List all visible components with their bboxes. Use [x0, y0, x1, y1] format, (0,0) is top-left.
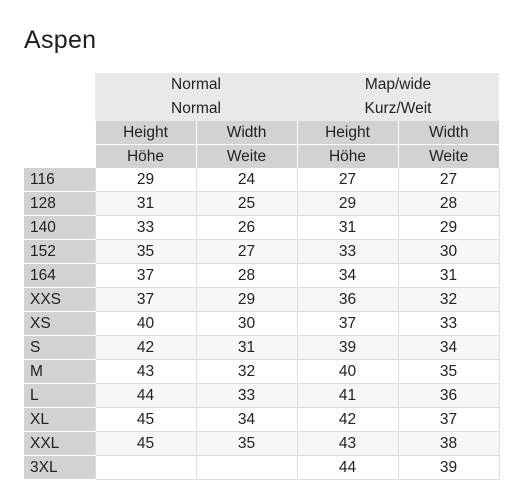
size-label: XL	[24, 408, 95, 432]
table-row	[24, 360, 499, 384]
table-row	[24, 192, 499, 216]
table-row	[24, 168, 499, 192]
measurement-cell: 26	[196, 216, 297, 240]
group-header-normal: Normal	[95, 73, 297, 97]
group-header-row-1	[24, 73, 499, 97]
measurement-cell: 36	[398, 384, 499, 408]
measurement-cell: 29	[297, 192, 398, 216]
measurement-cell: 35	[398, 360, 499, 384]
column-header-height: Height	[95, 121, 196, 145]
group-header-row-2	[24, 97, 499, 121]
column-header-width: Width	[196, 121, 297, 145]
size-label: L	[24, 384, 95, 408]
size-chart-table	[24, 73, 500, 480]
measurement-cell: 45	[95, 432, 196, 456]
column-header-weite: Weite	[398, 145, 499, 169]
subheader-row-en	[24, 121, 499, 145]
measurement-cell: 25	[196, 192, 297, 216]
page-title: Aspen	[24, 26, 97, 54]
size-label: XXS	[24, 288, 95, 312]
corner-cell	[24, 145, 95, 169]
table-row	[24, 432, 499, 456]
measurement-cell: 33	[398, 312, 499, 336]
size-table-body	[24, 168, 499, 480]
column-header-hoehe: Höhe	[95, 145, 196, 169]
table-row	[24, 312, 499, 336]
corner-cell	[24, 73, 95, 97]
measurement-cell: 34	[398, 336, 499, 360]
group-header-normal-de: Normal	[95, 97, 297, 121]
measurement-cell: 31	[95, 192, 196, 216]
table-row	[24, 264, 499, 288]
measurement-cell: 32	[196, 360, 297, 384]
measurement-cell: 40	[297, 360, 398, 384]
measurement-cell: 28	[196, 264, 297, 288]
measurement-cell: 42	[297, 408, 398, 432]
table-row	[24, 216, 499, 240]
measurement-cell: 39	[297, 336, 398, 360]
measurement-cell: 37	[297, 312, 398, 336]
measurement-cell: 27	[297, 168, 398, 192]
measurement-cell: 28	[398, 192, 499, 216]
measurement-cell: 30	[196, 312, 297, 336]
column-header-hoehe: Höhe	[297, 145, 398, 169]
table-row	[24, 336, 499, 360]
size-label: 128	[24, 192, 95, 216]
size-label: XS	[24, 312, 95, 336]
measurement-cell: 27	[398, 168, 499, 192]
measurement-cell: 24	[196, 168, 297, 192]
measurement-cell: 42	[95, 336, 196, 360]
table-row	[24, 408, 499, 432]
measurement-cell: 38	[398, 432, 499, 456]
size-label: XXL	[24, 432, 95, 456]
measurement-cell	[95, 456, 196, 480]
size-label: M	[24, 360, 95, 384]
measurement-cell: 34	[196, 408, 297, 432]
measurement-cell: 27	[196, 240, 297, 264]
measurement-cell: 40	[95, 312, 196, 336]
measurement-cell: 41	[297, 384, 398, 408]
size-label: 164	[24, 264, 95, 288]
table-row	[24, 288, 499, 312]
table-row	[24, 456, 499, 480]
size-label: S	[24, 336, 95, 360]
measurement-cell: 32	[398, 288, 499, 312]
measurement-cell: 39	[398, 456, 499, 480]
measurement-cell: 31	[398, 264, 499, 288]
measurement-cell: 30	[398, 240, 499, 264]
measurement-cell: 36	[297, 288, 398, 312]
size-label: 152	[24, 240, 95, 264]
group-header-map-wide: Map/wide	[297, 73, 499, 97]
measurement-cell: 44	[95, 384, 196, 408]
column-header-width: Width	[398, 121, 499, 145]
measurement-cell: 34	[297, 264, 398, 288]
measurement-cell: 33	[196, 384, 297, 408]
table-row	[24, 240, 499, 264]
measurement-cell: 37	[95, 264, 196, 288]
size-label: 140	[24, 216, 95, 240]
measurement-cell: 45	[95, 408, 196, 432]
corner-cell	[24, 121, 95, 145]
size-label: 3XL	[24, 456, 95, 480]
size-label: 116	[24, 168, 95, 192]
measurement-cell: 33	[95, 216, 196, 240]
corner-cell	[24, 97, 95, 121]
column-header-height: Height	[297, 121, 398, 145]
measurement-cell	[196, 456, 297, 480]
measurement-cell: 31	[196, 336, 297, 360]
measurement-cell: 43	[297, 432, 398, 456]
measurement-cell: 31	[297, 216, 398, 240]
measurement-cell: 35	[196, 432, 297, 456]
measurement-cell: 29	[95, 168, 196, 192]
measurement-cell: 33	[297, 240, 398, 264]
measurement-cell: 29	[196, 288, 297, 312]
measurement-cell: 35	[95, 240, 196, 264]
group-header-kurz-weit: Kurz/Weit	[297, 97, 499, 121]
measurement-cell: 43	[95, 360, 196, 384]
column-header-weite: Weite	[196, 145, 297, 169]
subheader-row-de	[24, 145, 499, 169]
measurement-cell: 29	[398, 216, 499, 240]
measurement-cell: 44	[297, 456, 398, 480]
table-row	[24, 384, 499, 408]
measurement-cell: 37	[398, 408, 499, 432]
measurement-cell: 37	[95, 288, 196, 312]
